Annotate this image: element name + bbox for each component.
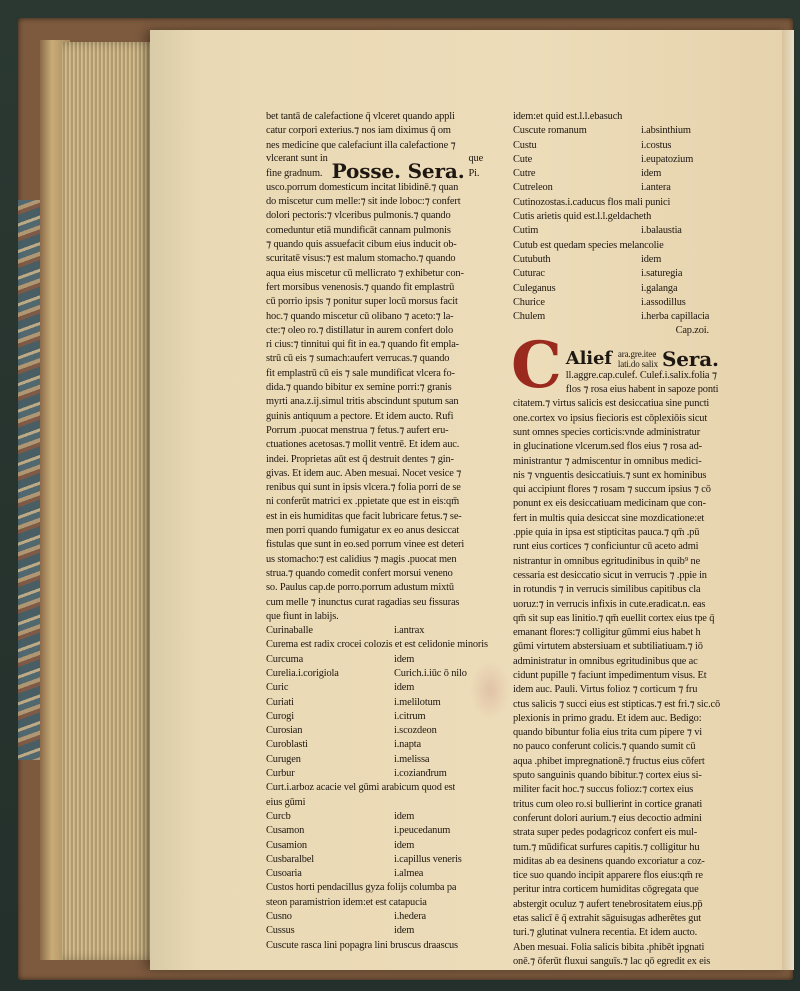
text-line: sunt omnes species corticis:vnde administratur <box>513 426 701 438</box>
glossary-term: Custos horti pendacillus gyza folijs columba pa <box>266 882 457 894</box>
glossary-term: Curcuma <box>266 653 304 665</box>
text-line: flos ⁊ rosa eius habent in sapoze ponti <box>565 384 719 396</box>
glossary-term: Curogi <box>266 710 294 722</box>
glossary-entry <box>513 153 749 167</box>
text-line: no pauco conferunt colicis.⁊ quando sumit cū <box>513 741 696 753</box>
text-line: myrti ana.z.ij.simul tritis abscindunt sputum san <box>266 396 459 408</box>
right-glossary-list <box>513 124 749 324</box>
glossary-term: Cutreleon <box>513 182 553 194</box>
glossary-term: Cusoaria <box>266 868 302 880</box>
text-line: ⁊ quando quis assuefacit cibum eius inducit ob- <box>266 239 457 251</box>
glossary-term: Cutim <box>513 225 539 237</box>
glossary-term: Cutubuth <box>513 253 551 265</box>
glossary-definition: i.antrax <box>394 625 425 637</box>
text-line: Aben mesuai. Folia salicis bibita .phibēt ipgnati <box>513 941 705 953</box>
heading-small-bottom: lati.do salix <box>617 358 658 369</box>
text-line: nis ⁊ vnguentis desiccatiuis.⁊ sunt ex hominibus <box>513 469 707 481</box>
section-heading-sera: Sera. <box>661 346 719 371</box>
text-line: ctus salicis ⁊ succi eius est stipticas.⁊ est fri.⁊ sic.cō <box>513 698 721 710</box>
glossary-entry <box>266 910 506 924</box>
glossary-entry <box>513 196 749 210</box>
text-line: Porrum .puocat menstrua ⁊ fetus.⁊ aufert eru- <box>266 424 449 436</box>
left-heading-line <box>266 153 506 181</box>
text-line: fert in multis quia desiccat sine mozdicatione:et <box>513 512 705 524</box>
glossary-entry <box>266 924 506 938</box>
text-line: strua.⁊ quando comedit confert morsui veneno <box>266 567 453 579</box>
glossary-definition: i.capillus veneris <box>394 853 462 865</box>
glossary-entry <box>266 696 506 710</box>
text-line: fit emplastrū cū eis ⁊ sale mundificat vlcera fo- <box>266 367 455 379</box>
text-line: abstergit oculuz ⁊ aufert tenebrositatem eius.pp̄ <box>513 898 703 910</box>
glossary-entry <box>266 710 506 724</box>
text-line: guinis antiquum a pectore. Et idem aucto. Rufi <box>266 410 454 422</box>
text-line: cte:⁊ oleo ro.⁊ distillatur in aurem confert dolo <box>266 324 454 336</box>
glossary-term: Custu <box>513 139 537 151</box>
illuminated-initial: C <box>511 327 562 403</box>
text-line: indei. Proprietas aūt est q̄ destruit dentes ⁊ gin- <box>266 453 454 465</box>
text-line: bet tantā de calefactione q̄ vlceret quando appli <box>266 111 455 122</box>
text-line: fistulas que sunt in eo.sed porrum vinee est deteri <box>266 539 465 551</box>
text-line: sputo sanguinis quando bibitur.⁊ cortex eius si- <box>513 770 702 782</box>
text-line: ll.aggre.cap.culef. Culef.i.salix.folia ⁊ <box>565 369 717 381</box>
text-line: us stomacho:⁊ est calidius ⁊ magis .puocat men <box>266 553 457 565</box>
glossary-definition: i.eupatozium <box>641 153 694 165</box>
glossary-entry <box>513 239 749 253</box>
text-line: givas. Et idem auc. Aben mesuai. Nocet vesice ⁊ <box>266 467 462 479</box>
right-heading-line <box>566 339 749 369</box>
text-line: .ppie quia in ipsa est stipticitas pauca.⁊ qm̄ .pū <box>513 527 700 539</box>
text-line: tum.⁊ mūdificat surfures capitis.⁊ colligitur hu <box>513 841 700 853</box>
text-line: in glucinatione vlcerum.sed flos eius ⁊ rosa ad- <box>513 441 702 453</box>
text-line: ni conferūt matrici ex .ppietate que est in eis:qm̄ <box>266 496 460 508</box>
heading-lead-text-2: fine gradnum. <box>266 167 323 179</box>
glossary-definition: i.almea <box>394 868 424 880</box>
text-line: ponunt ex eis desiccatiuam medicinam que con- <box>513 498 706 510</box>
text-line: fert morsibus venenosis.⁊ quando fit emplastrū <box>266 281 455 293</box>
glossary-term: Cuturac <box>513 268 545 280</box>
glossary-entry <box>266 839 506 853</box>
text-line: ctuationes acetosas.⁊ mollit ventrē. Et idem auc. <box>266 439 460 451</box>
glossary-term: Curbur <box>266 768 295 780</box>
text-line: scuritatē visus:⁊ est malum stomacho.⁊ quando <box>266 253 456 265</box>
text-line: comeduntur etiā mundificāt cannam pulmonis <box>266 224 451 236</box>
text-line: dolori pectoris:⁊ vlceribus pulmonis.⁊ quando <box>266 210 451 222</box>
glossary-entry <box>513 296 749 310</box>
text-line: do miscetur cum melle:⁊ sit inde loboc:⁊ confert <box>266 196 461 208</box>
glossary-definition: i.peucedanum <box>394 825 451 837</box>
right-paragraph <box>513 369 749 969</box>
text-line: militer facit hoc.⁊ succus folioz:⁊ cortex eius <box>513 784 694 796</box>
text-line: one.cortex vo ipsius fiecioris est cōplexiōis sicut <box>513 412 708 424</box>
glossary-term: Cusno <box>266 911 292 923</box>
glossary-entry <box>513 181 749 195</box>
glossary-entry <box>266 810 506 824</box>
text-line: cidunt pupille ⁊ faciunt impedimentum visus. Et <box>513 669 707 681</box>
glossary-term: Cusamon <box>266 825 305 837</box>
text-line: qm̄ sit sup eas linitio.⁊ qm̄ euellit cortex eius tpe q̄ <box>513 612 715 624</box>
text-line: strata super pedes podagricoz confert eis mul- <box>513 827 698 839</box>
glossary-entry <box>513 282 749 296</box>
text-line: tice suo quando incipit apparere flos eius:qm̄ re <box>513 870 703 882</box>
text-line: que fiunt in labijs. <box>266 610 339 622</box>
text-line: cum melle ⁊ inunctus curat ragadias seu fissuras <box>266 596 460 608</box>
glossary-definition: idem <box>641 168 662 180</box>
glossary-definition: i.antera <box>641 182 671 194</box>
glossary-entry <box>513 167 749 181</box>
text-line: nistrantur in omnibus egritudinibus in quib⁹ ne <box>513 555 701 567</box>
glossary-term: Curinaballe <box>266 625 313 637</box>
text-line: gūmi virtutem abstersiuam et subtiliatiuam.⁊ iō <box>513 641 703 653</box>
text-line: uoruz:⁊ in verrucis infixis in cute.eradicat.n. eas <box>513 598 706 610</box>
text-line: cessaria est desiccatio sicut in verrucis ⁊ .ppie in <box>513 569 707 581</box>
glossary-entry <box>266 853 506 867</box>
glossary-term: Curosian <box>266 725 303 737</box>
glossary-term: Chulem <box>513 311 546 323</box>
glossary-term: Culeganus <box>513 282 556 294</box>
glossary-entry <box>266 753 506 767</box>
glossary-entry <box>266 881 506 895</box>
glossary-term: Curt.i.arboz acacie vel gūmi arabicum quod est <box>266 782 456 794</box>
glossary-term: Curiati <box>266 696 294 708</box>
heading-small-top: ara.gre.itee <box>617 348 657 359</box>
text-line: men porri quando fumigatur ex eo anus desiccat <box>266 525 460 537</box>
glossary-definition: idem <box>394 839 415 851</box>
glossary-term: Cusamion <box>266 839 307 851</box>
glossary-entry <box>266 667 506 681</box>
glossary-term: Curcb <box>266 810 291 822</box>
glossary-entry <box>266 738 506 752</box>
text-line: conferunt dolori aurium.⁊ eius decoctio admini <box>513 812 702 824</box>
glossary-entry <box>513 210 749 224</box>
glossary-term: Cuscute romanum <box>513 125 587 137</box>
glossary-term: Cutis arietis quid est.l.l.geldacheth <box>513 211 652 223</box>
glossary-entry <box>266 796 506 810</box>
glossary-entry <box>513 124 749 138</box>
glossary-entry <box>266 638 506 652</box>
glossary-entry <box>513 224 749 238</box>
glossary-term: Curema est radix crocei colozis et est celidonie minoris <box>266 639 488 651</box>
glossary-entry <box>513 139 749 153</box>
heading-alief: Alief <box>565 347 612 369</box>
glossary-definition: i.absinthium <box>641 125 691 137</box>
glossary-term: Cusbaralbel <box>266 853 314 865</box>
text-line: aqua eius miscetur cū mellicrato ⁊ exhibetur con- <box>266 267 464 279</box>
text-line: emanant flores:⁊ colligitur gūmmi eius habet h <box>513 627 701 639</box>
glossary-term: Cutinozostas.i.caducus flos mali punici <box>513 196 671 208</box>
text-line: ministrantur ⁊ admiscentur in omnibus medici- <box>513 455 702 467</box>
text-line: cū porrio ipsis ⁊ ponitur super locū morsus facit <box>266 296 458 308</box>
text-line: catur corpori exterius.⁊ nos iam diximus q̄ om <box>266 125 451 137</box>
heading-trail-text: que <box>468 153 484 165</box>
glossary-entry <box>266 681 506 695</box>
glossary-term: Cute <box>513 153 533 165</box>
glossary-entry <box>513 267 749 281</box>
text-line: citatem.⁊ virtus salicis est desiccatiua sine puncti <box>513 398 710 410</box>
glossary-definition: i.melissa <box>394 753 430 765</box>
heading-trail-text-2: Pi. <box>468 167 480 179</box>
right-top-line: idem:et quid est.l.l.ebasuch <box>513 111 623 122</box>
glossary-definition: i.herba capillacia <box>641 311 710 323</box>
chapter-marker: Cap.zoi. <box>675 325 709 337</box>
glossary-entry <box>266 653 506 667</box>
glossary-definition: i.hedera <box>394 911 426 923</box>
text-line: turi.⁊ glutinat vulnera recentia. Et idem aucto. <box>513 927 698 939</box>
text-line: administratur in omnibus egritudinibus que ac <box>513 655 698 667</box>
page-block-edges <box>62 42 160 960</box>
text-line: renibus qui sunt in ipsis vlcera.⁊ folia porri de se <box>266 482 461 494</box>
glossary-term: Cutub est quedam species melancolie <box>513 239 664 251</box>
glossary-entry <box>513 310 749 324</box>
glossary-definition: idem <box>394 810 415 822</box>
facing-page-edge <box>782 30 794 970</box>
right-text-column <box>513 110 749 969</box>
left-paragraph-1 <box>266 110 506 153</box>
left-glossary-list <box>266 624 506 953</box>
glossary-definition: idem <box>394 653 415 665</box>
text-line: idem auc. Pauli. Virtus folioz ⁊ corticum ⁊ fru <box>513 684 698 696</box>
glossary-entry <box>266 867 506 881</box>
text-line: plexionis in primo gradu. Et idem auc. Bedigo: <box>513 712 702 724</box>
glossary-definition: i.costus <box>641 139 672 151</box>
glossary-definition: Curich.i.iūc ō nilo <box>394 667 467 679</box>
text-line: etas salicī ē q̄ extrahit sāguisugas adherētes gut <box>513 913 701 925</box>
glossary-term: eius gūmi <box>266 796 306 808</box>
text-line: miditas ab ea desinens quando excoriatur a coz- <box>513 855 705 867</box>
glossary-term: Curoblasti <box>266 739 308 751</box>
text-line: peritur intra corticem humiditas cōgregata que <box>513 884 699 896</box>
glossary-entry <box>266 896 506 910</box>
glossary-definition: i.napta <box>394 739 421 751</box>
glossary-entry <box>266 767 506 781</box>
glossary-entry <box>266 724 506 738</box>
glossary-definition: i.galanga <box>641 282 678 294</box>
text-line: dida.⁊ quando bibitur ex semine porri:⁊ granis <box>266 382 452 394</box>
glossary-definition: i.melilotum <box>394 696 441 708</box>
glossary-definition: i.assodillus <box>641 296 686 308</box>
glossary-definition: idem <box>641 253 662 265</box>
left-paragraph-2 <box>266 181 506 624</box>
text-line: est in eis humiditas que facit lubricare fetus.⁊ se- <box>266 510 462 522</box>
glossary-definition: i.saturegia <box>641 268 683 280</box>
text-line: hoc.⁊ quando miscetur cū olibano ⁊ aceto:⁊ la- <box>266 310 454 322</box>
text-line: strū cū eis ⁊ sumach:aufert verrucas.⁊ quando <box>266 353 450 365</box>
glossary-term: Curelia.i.corigiola <box>266 667 339 679</box>
glossary-definition: idem <box>394 925 415 937</box>
glossary-definition: i.balaustia <box>641 225 682 237</box>
text-line: quando bibuntur folia eius trita cum pipere ⁊ vi <box>513 727 702 739</box>
glossary-term: Curic <box>266 682 289 694</box>
glossary-entry <box>513 253 749 267</box>
glossary-definition: idem <box>394 682 415 694</box>
glossary-term: Curugen <box>266 753 301 765</box>
text-line: ri cius:⁊ tinnitui qui fit in ea.⁊ quando fit empla- <box>266 339 459 351</box>
text-line: tritus cum oleo ro.si bullierint in cortice granati <box>513 798 703 810</box>
text-line: nes medicine que calefaciunt illa calefactione ⁊ <box>266 139 456 151</box>
glossary-definition: i.citrum <box>394 710 426 722</box>
left-text-column <box>266 110 506 953</box>
glossary-entry <box>266 824 506 838</box>
glossary-term: steon paramistrion idem:et est catapucia <box>266 896 427 908</box>
text-line: onē.⁊ ōferūt fluxui sanguīs.⁊ lac qō egredit ex eis <box>513 955 711 967</box>
glossary-entry <box>266 939 506 953</box>
glossary-entry <box>266 781 506 795</box>
text-line: usco.porrum domesticum incitat libidinē.⁊ quan <box>266 181 459 193</box>
glossary-term: Churice <box>513 296 545 308</box>
text-line: runt eius cortices ⁊ conficiuntur cū aceto admi <box>513 541 699 553</box>
glossary-term: Cussus <box>266 925 295 937</box>
text-line: in rotundis ⁊ in verrucis similibus capitibus cla <box>513 584 701 596</box>
glossary-term: Cuscute rasca lini popagra lini bruscus draascus <box>266 939 458 951</box>
text-line: aqua .phibet impregnationē.⁊ fructus eius cōfert <box>513 755 705 767</box>
glossary-definition: i.cozianđrum <box>394 768 447 780</box>
text-line: so. Paulus cap.de porro.porrum adustum mixtū <box>266 582 454 594</box>
section-heading-posse-sera: Posse. Sera. <box>331 158 465 183</box>
text-line: qui accipiunt flores ⁊ rosam ⁊ succum ipsius ⁊ cō <box>513 484 711 496</box>
glossary-term: Cutre <box>513 168 536 180</box>
glossary-definition: i.scozdeon <box>394 725 437 737</box>
heading-lead-text: vlcerant sunt in <box>266 153 328 165</box>
glossary-entry <box>266 624 506 638</box>
